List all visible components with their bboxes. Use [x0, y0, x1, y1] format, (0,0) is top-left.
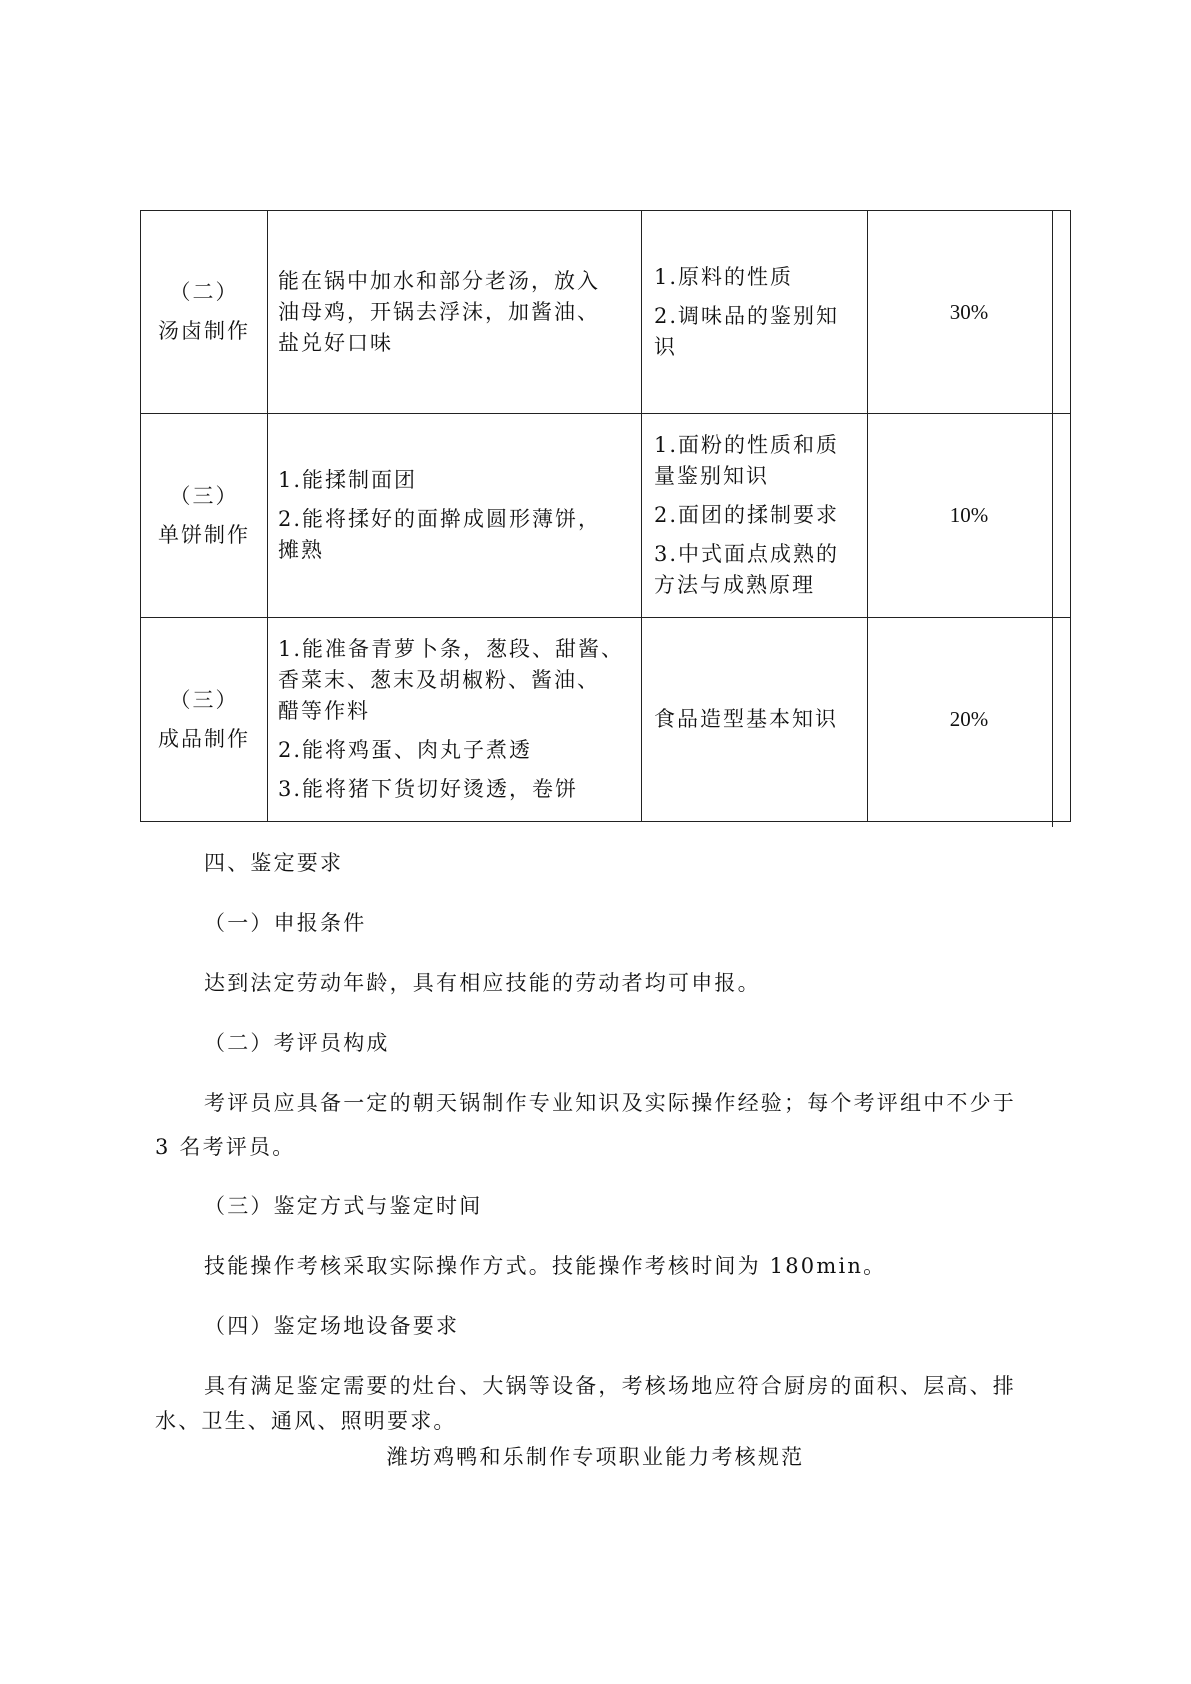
weight-cell: [868, 414, 1071, 618]
step-cell: [141, 211, 268, 414]
knowledge-line: 2.调味品的鉴别知: [654, 303, 840, 328]
skill-cell: [268, 618, 642, 822]
weight-value: 10%: [949, 503, 989, 527]
document-footer-title: 潍坊鸡鸭和乐制作专项职业能力考核规范: [386, 1445, 805, 1469]
skill-cell: [268, 211, 642, 414]
section-heading: 四、鉴定要求: [204, 851, 344, 875]
weight-cell: [868, 618, 1071, 822]
skill-line: 2.能将鸡蛋、肉丸子煮透: [278, 738, 533, 762]
knowledge-line: 2.面团的揉制要求: [654, 503, 840, 527]
weight-cell: [868, 211, 1071, 414]
subsection-heading: （三）鉴定方式与鉴定时间: [204, 1194, 483, 1218]
skill-line: 醋等作料: [278, 699, 370, 723]
skill-cell: [268, 414, 642, 618]
paragraph: 水、卫生、通风、照明要求。: [155, 1409, 457, 1433]
knowledge-line: 识: [654, 334, 677, 359]
skill-line: 1.能准备青萝卜条，葱段、甜酱、: [278, 637, 625, 661]
skill-line: 3.能将猪下货切好烫透，卷饼: [278, 777, 579, 801]
knowledge-line: 方法与成熟原理: [654, 573, 815, 597]
table-row: [141, 414, 1071, 618]
paragraph: 达到法定劳动年龄，具有相应技能的劳动者均可申报。: [204, 971, 761, 995]
subsection-heading: （一）申报条件: [204, 911, 367, 935]
paragraph: 3 名考评员。: [155, 1135, 296, 1159]
table-right-border-line: [1052, 210, 1053, 827]
step-cell: [141, 618, 268, 822]
table-row: [141, 211, 1071, 414]
paragraph: 技能操作考核采取实际操作方式。技能操作考核时间为 180min。: [204, 1254, 887, 1278]
step-cell: [141, 414, 268, 618]
knowledge-line: 量鉴别知识: [654, 464, 769, 488]
step-name: 单饼制作: [158, 522, 250, 547]
table-row: [141, 618, 1071, 822]
skill-line: 摊熟: [278, 538, 324, 562]
subsection-heading: （四）鉴定场地设备要求: [204, 1314, 460, 1338]
step-name: 汤卤制作: [158, 319, 250, 343]
weight-value: 30%: [949, 299, 989, 324]
skill-line: 盐兑好口味: [278, 330, 393, 355]
weight-value: 20%: [949, 707, 989, 731]
step-number: （三）: [169, 687, 239, 712]
skill-line: 香菜末、葱末及胡椒粉、酱油、: [278, 668, 600, 692]
skill-line: 能在锅中加水和部分老汤，放入: [278, 268, 600, 293]
knowledge-cell: [642, 414, 868, 618]
skill-line: 油母鸡，开锅去浮沫，加酱油、: [278, 299, 600, 324]
step-number: （二）: [169, 280, 239, 304]
knowledge-line: 食品造型基本知识: [654, 707, 838, 731]
knowledge-line: 3.中式面点成熟的: [654, 542, 840, 566]
paragraph: 考评员应具备一定的朝天锅制作专业知识及实际操作经验；每个考评组中不少于: [204, 1091, 1016, 1115]
skill-line: 1.能揉制面团: [278, 468, 418, 492]
subsection-heading: （二）考评员构成: [204, 1031, 390, 1055]
skill-line: 2.能将揉好的面擀成圆形薄饼，: [278, 507, 602, 531]
step-name: 成品制作: [158, 726, 250, 751]
knowledge-cell: [642, 618, 868, 822]
step-number: （三）: [169, 483, 239, 508]
knowledge-line: 1.面粉的性质和质: [654, 433, 840, 457]
knowledge-cell: [642, 211, 868, 414]
paragraph: 具有满足鉴定需要的灶台、大锅等设备，考核场地应符合厨房的面积、层高、排: [204, 1374, 1016, 1398]
skill-requirements-table: [140, 210, 1071, 822]
knowledge-line: 1.原料的性质: [654, 264, 794, 289]
